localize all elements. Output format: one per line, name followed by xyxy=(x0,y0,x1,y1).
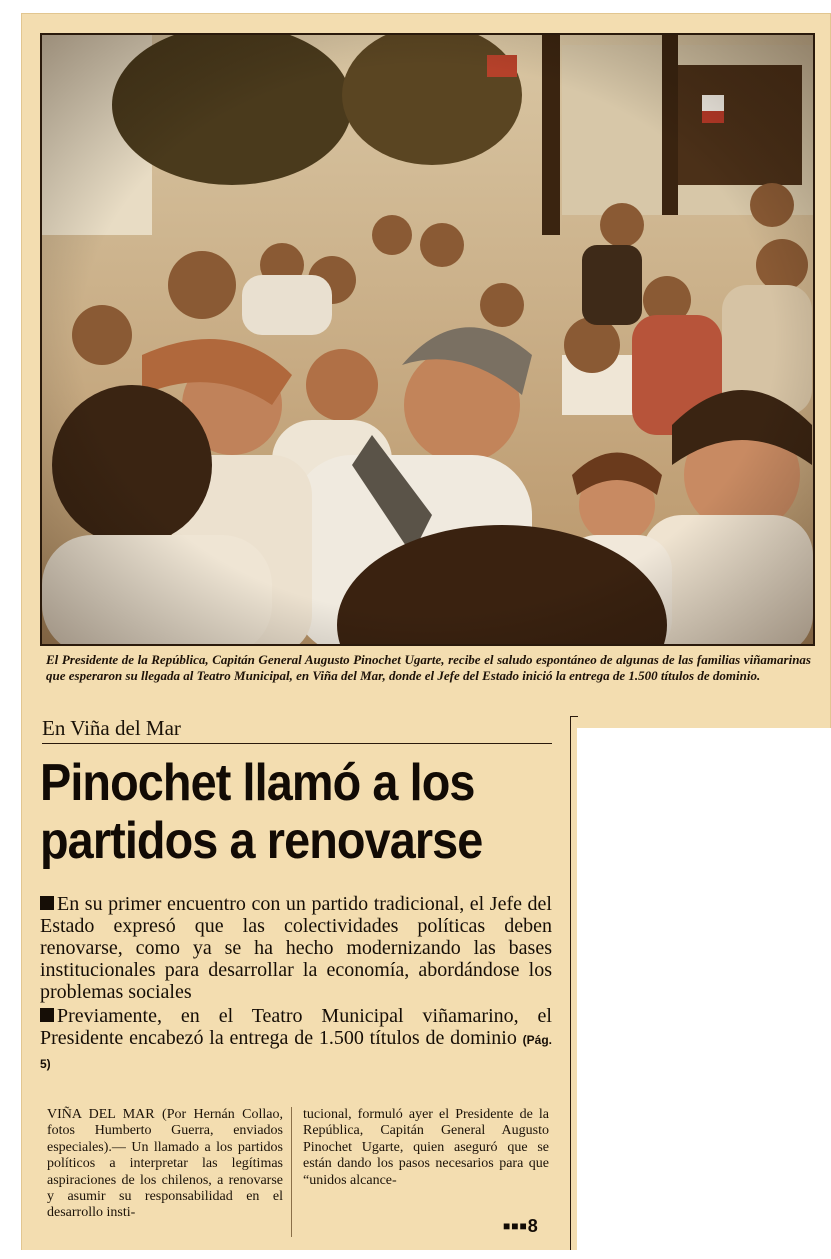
bullet-square-icon xyxy=(40,1008,54,1022)
lead-paragraph-1 xyxy=(40,893,552,1003)
lead-summary xyxy=(40,893,552,1075)
column-divider xyxy=(291,1107,292,1237)
body-column-2: tucional, formuló ayer el Presidente de la República, Capitán General Augusto Pinochet Ugarte, quien aseguró que se están dando los pasos necesarios para que “unidos alcance- xyxy=(303,1107,549,1188)
continuation-marker xyxy=(503,1216,538,1237)
section-label: En Viña del Mar xyxy=(42,716,552,744)
bullet-square-icon xyxy=(40,896,54,910)
lead-paragraph-1-text: En su primer encuentro con un partido tradicional, el Jefe del Estado expresó que las colectividades políticas deben renovarse, como ya se ha hecho modernizando las bases institucionales para desarrollar la economía, abordándose los problemas sociales xyxy=(40,893,552,1003)
lead-paragraph-2-text: Previamente, en el Teatro Municipal viñamarino, el Presidente encabezó la entrega de 1.500 títulos de dominio xyxy=(40,1005,552,1049)
headline: Pinochet llamó a los partidos a renovarse xyxy=(40,754,483,870)
body-column-1: VIÑA DEL MAR (Por Hernán Collao, fotos Humberto Guerra, enviados especiales).— Un llamado a los partidos políticos a interpretar las legítimas aspiraciones de los chilenos, a renovarse y asumir su responsabilidad en el desarrollo insti- xyxy=(47,1107,283,1221)
lead-paragraph-2 xyxy=(40,1005,552,1075)
news-photo xyxy=(40,33,815,646)
page-reference: (Pág. 5) xyxy=(40,1033,552,1071)
continuation-page: 8 xyxy=(527,1216,538,1236)
photo-caption: El Presidente de la República, Capitán General Augusto Pinochet Ugarte, recibe el saludo espontáneo de algunas de las familias viñamarinas que esperaron su llegada al Teatro Municipal, en Viña del Mar, donde el Jefe del Estado inició la entrega de 1.500 títulos de dominio. xyxy=(46,652,811,683)
clipping-cut-area xyxy=(577,728,831,1259)
crowd-photo-illustration xyxy=(42,35,813,644)
clipping-bottom-edge xyxy=(0,1250,831,1259)
jump-bullets-icon: ■■■ xyxy=(503,1219,528,1233)
